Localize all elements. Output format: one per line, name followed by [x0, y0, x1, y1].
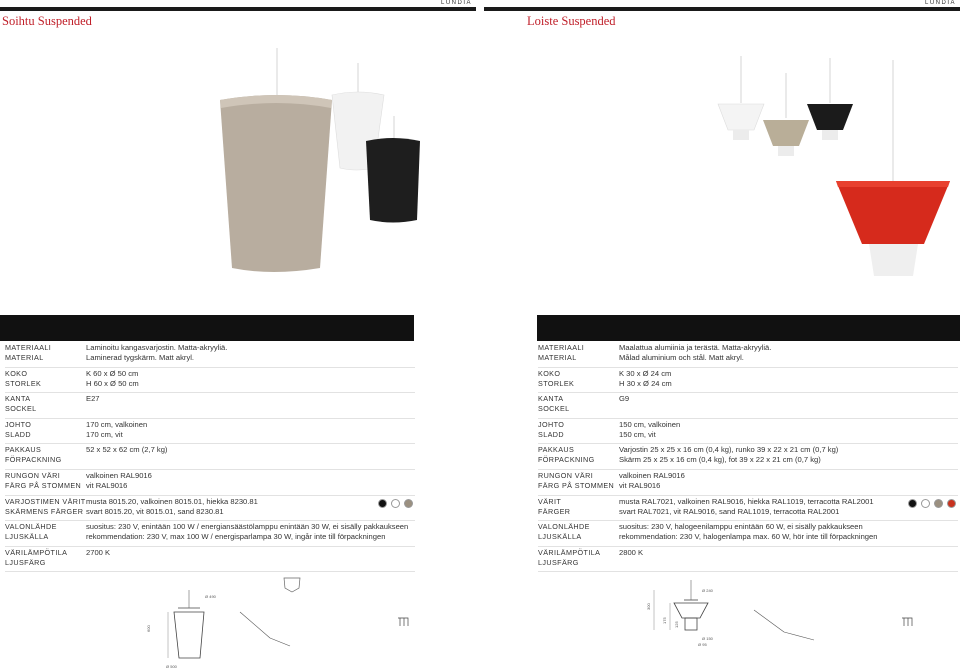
dim-top-diameter: Ø 240: [702, 588, 713, 593]
spec-label-line: FÖRPACKNING: [5, 455, 62, 465]
spec-label-line: VALONLÄHDE: [538, 522, 590, 532]
spec-table: [538, 342, 958, 572]
spec-value: [86, 445, 167, 455]
dim-h1: 175: [662, 617, 667, 624]
spec-value-line: suositus: 230 V, halogeenilamppu enintään 60 W, ei sisälly pakkaukseen: [619, 522, 863, 532]
spec-value: [619, 394, 629, 404]
spec-value: [619, 420, 680, 440]
dim-bottom-diameter: Ø 500: [166, 664, 177, 669]
spec-label: [538, 394, 570, 414]
spec-label: [538, 343, 584, 363]
spec-label-line: JOHTO: [538, 419, 565, 429]
spec-value-line: musta 8015.20, valkoinen 8015.01, hiekka 8230.81: [86, 496, 258, 506]
spec-value-line: 52 x 52 x 62 cm (2,7 kg): [86, 445, 168, 455]
spec-label-line: KOKO: [538, 368, 561, 378]
spec-value-line: 170 cm, vit: [86, 429, 123, 439]
spec-value-line: Maalattua alumiinia ja terästä. Matta-akryyliä.: [619, 343, 772, 352]
spec-row: [5, 444, 415, 470]
spec-label-line: MATERIAL: [5, 353, 44, 362]
spec-value: [619, 471, 685, 491]
top-bar: [0, 7, 476, 11]
spec-value-line: K 30 x Ø 24 cm: [619, 368, 672, 378]
spec-value-line: 150 cm, vit: [619, 429, 656, 439]
spec-label: [5, 471, 81, 491]
spec-label-line: MATERIAL: [538, 353, 577, 362]
spec-row: [5, 547, 415, 573]
color-swatch[interactable]: [378, 499, 387, 508]
spec-label-line: PAKKAUS: [538, 445, 575, 455]
spec-value-line: H 60 x Ø 50 cm: [86, 378, 139, 388]
spec-row: [538, 547, 958, 573]
spec-row: [538, 419, 958, 445]
spec-value: [619, 548, 643, 558]
spec-label-line: SLADD: [5, 429, 31, 439]
top-bar: [484, 7, 960, 11]
page-title: Loiste Suspended: [527, 14, 616, 28]
spec-label-line: VARJOSTIMEN VÄRIT: [5, 496, 86, 506]
spec-value: [619, 497, 874, 517]
spec-label: [5, 420, 31, 440]
spec-label: [538, 445, 595, 465]
spec-value: [619, 369, 672, 389]
dim-height: 600: [146, 625, 151, 632]
spec-label: [538, 497, 570, 517]
color-swatch[interactable]: [921, 499, 930, 508]
right-page: [484, 0, 960, 670]
spec-value: [619, 343, 771, 363]
color-swatch[interactable]: [404, 499, 413, 508]
spec-value-line: Målad aluminium och stål. Matt akryl.: [619, 353, 744, 362]
spec-row: [538, 393, 958, 419]
dim-h2: 125: [674, 621, 679, 628]
dim-bottom-diameter: Ø 95: [698, 642, 707, 647]
left-page: [0, 0, 476, 670]
spec-label-line: MATERIAALI: [538, 343, 585, 352]
spec-row: [5, 470, 415, 496]
spec-label-line: SOCKEL: [538, 404, 570, 414]
spec-row: [5, 496, 415, 522]
spec-row: [5, 393, 415, 419]
spec-row: [5, 342, 415, 368]
spec-row: [538, 368, 958, 394]
spec-value: [619, 522, 877, 542]
spec-value-line: E27: [86, 394, 100, 404]
spec-value-line: musta RAL7021, valkoinen RAL9016, hiekka RAL1019, terracotta RAL2001: [619, 496, 874, 506]
spec-label: [5, 445, 62, 465]
spec-label-line: VÄRIT: [538, 496, 562, 506]
spec-row: [5, 521, 415, 547]
dimension-drawing: [0, 570, 476, 670]
spec-label-line: LJUSFÄRG: [5, 557, 46, 567]
spec-value: [86, 369, 139, 389]
spec-value-line: 150 cm, valkoinen: [619, 419, 681, 429]
spec-label-line: SOCKEL: [5, 404, 37, 414]
color-swatch[interactable]: [908, 499, 917, 508]
spec-value: [86, 343, 227, 363]
spec-label-line: KANTA: [5, 394, 31, 404]
spec-value: [619, 445, 838, 465]
dim-height: 300: [646, 603, 651, 610]
color-swatch[interactable]: [947, 499, 956, 508]
product-photo: [484, 38, 960, 313]
spec-label: [5, 369, 41, 389]
spec-value-line: Laminoitu kangasvarjostin. Matta-akryyliä.: [86, 343, 228, 352]
dim-top-diameter: Ø 490: [205, 594, 216, 599]
spec-value: [86, 420, 147, 440]
spec-value-line: svart RAL7021, vit RAL9016, sand RAL1019, terracotta RAL2001: [619, 506, 840, 516]
spec-value-line: vit RAL9016: [619, 480, 661, 490]
spec-value-line: Laminerad tygskärm. Matt akryl.: [86, 353, 195, 362]
dim-mid-diameter: Ø 150: [702, 636, 713, 641]
spec-value-line: valkoinen RAL9016: [619, 470, 685, 480]
spec-row: [538, 444, 958, 470]
spec-label-line: FÄRG PÅ STOMMEN: [538, 480, 615, 490]
product-photo: [0, 38, 476, 313]
spec-label-line: KANTA: [538, 394, 564, 404]
spec-label-line: FÄRG PÅ STOMMEN: [5, 480, 82, 490]
color-swatches: [908, 499, 956, 508]
spec-value-line: G9: [619, 394, 630, 404]
spec-label: [5, 343, 51, 363]
spec-label-line: LJUSKÄLLA: [538, 532, 582, 542]
spec-value: [86, 522, 408, 542]
spec-label: [5, 548, 67, 568]
spec-value: [86, 548, 110, 558]
spec-value-line: rekommendation: 230 V, halogenlampa max. 60 W, hör inte till förpackningen: [619, 532, 878, 542]
spec-label: [538, 420, 564, 440]
spec-label: [538, 522, 590, 542]
spec-label: [538, 471, 614, 491]
spec-label-line: KOKO: [5, 368, 28, 378]
brand-label: LUNDIA: [924, 0, 956, 6]
spec-label-line: RUNGON VÄRI: [5, 470, 61, 480]
spec-value-line: suositus: 230 V, enintään 100 W / energiansäästölamppu enintään 30 W, ei sisälly pakkaukseen: [86, 522, 409, 532]
spec-value-line: vit RAL9016: [86, 480, 128, 490]
spec-row: [5, 419, 415, 445]
spec-value: [86, 497, 258, 517]
spec-label-line: FÖRPACKNING: [538, 455, 595, 465]
spec-label-line: PAKKAUS: [5, 445, 42, 455]
spec-label-line: LJUSFÄRG: [538, 557, 579, 567]
spec-label-line: RUNGON VÄRI: [538, 470, 594, 480]
spec-value-line: Varjostin 25 x 25 x 16 cm (0,4 kg), runko 39 x 22 x 21 cm (0,7 kg): [619, 445, 839, 455]
spec-label-line: STORLEK: [5, 378, 42, 388]
spec-label-line: SKÄRMENS FÄRGER: [5, 506, 84, 516]
spec-value-line: 170 cm, valkoinen: [86, 419, 148, 429]
spec-header-bar: [537, 315, 960, 341]
spec-label-line: STORLEK: [538, 378, 575, 388]
color-swatch[interactable]: [934, 499, 943, 508]
spec-value-line: Skärm 25 x 25 x 16 cm (0,4 kg), fot 39 x 22 x 21 cm (0,7 kg): [619, 455, 821, 465]
spec-label-line: FÄRGER: [538, 506, 571, 516]
spec-value-line: valkoinen RAL9016: [86, 470, 152, 480]
color-swatches: [378, 499, 413, 508]
spec-label: [5, 394, 37, 414]
spec-value: [86, 394, 100, 404]
spec-row: [5, 368, 415, 394]
brand-label: LUNDIA: [440, 0, 472, 6]
spec-value-line: 2700 K: [86, 547, 111, 557]
spec-label-line: VALONLÄHDE: [5, 522, 57, 532]
spec-value: [86, 471, 152, 491]
spec-label: [538, 548, 600, 568]
spec-value-line: H 30 x Ø 24 cm: [619, 378, 672, 388]
spec-label-line: JOHTO: [5, 419, 32, 429]
spec-label-line: VÄRILÄMPÖTILA: [538, 547, 601, 557]
spec-label: [5, 522, 57, 542]
spec-row: [538, 521, 958, 547]
color-swatch[interactable]: [391, 499, 400, 508]
spec-row: [538, 342, 958, 368]
spec-value-line: rekommendation: 230 V, max 100 W / energisparlampa 30 W, ingår inte till förpackningen: [86, 532, 386, 542]
spec-label-line: VÄRILÄMPÖTILA: [5, 547, 68, 557]
spec-value-line: 2800 K: [619, 547, 644, 557]
spec-label-line: MATERIAALI: [5, 343, 52, 352]
spec-label: [538, 369, 574, 389]
spec-label-line: LJUSKÄLLA: [5, 532, 49, 542]
spec-value-line: K 60 x Ø 50 cm: [86, 368, 139, 378]
spec-label-line: SLADD: [538, 429, 564, 439]
spec-row: [538, 470, 958, 496]
spec-label: [5, 497, 86, 517]
spec-table: [5, 342, 415, 572]
spec-value-line: svart 8015.20, vit 8015.01, sand 8230.81: [86, 506, 224, 516]
spec-row: [538, 496, 958, 522]
page-title: Soihtu Suspended: [2, 14, 92, 28]
dimension-drawing: [484, 570, 960, 670]
spec-header-bar: [0, 315, 414, 341]
